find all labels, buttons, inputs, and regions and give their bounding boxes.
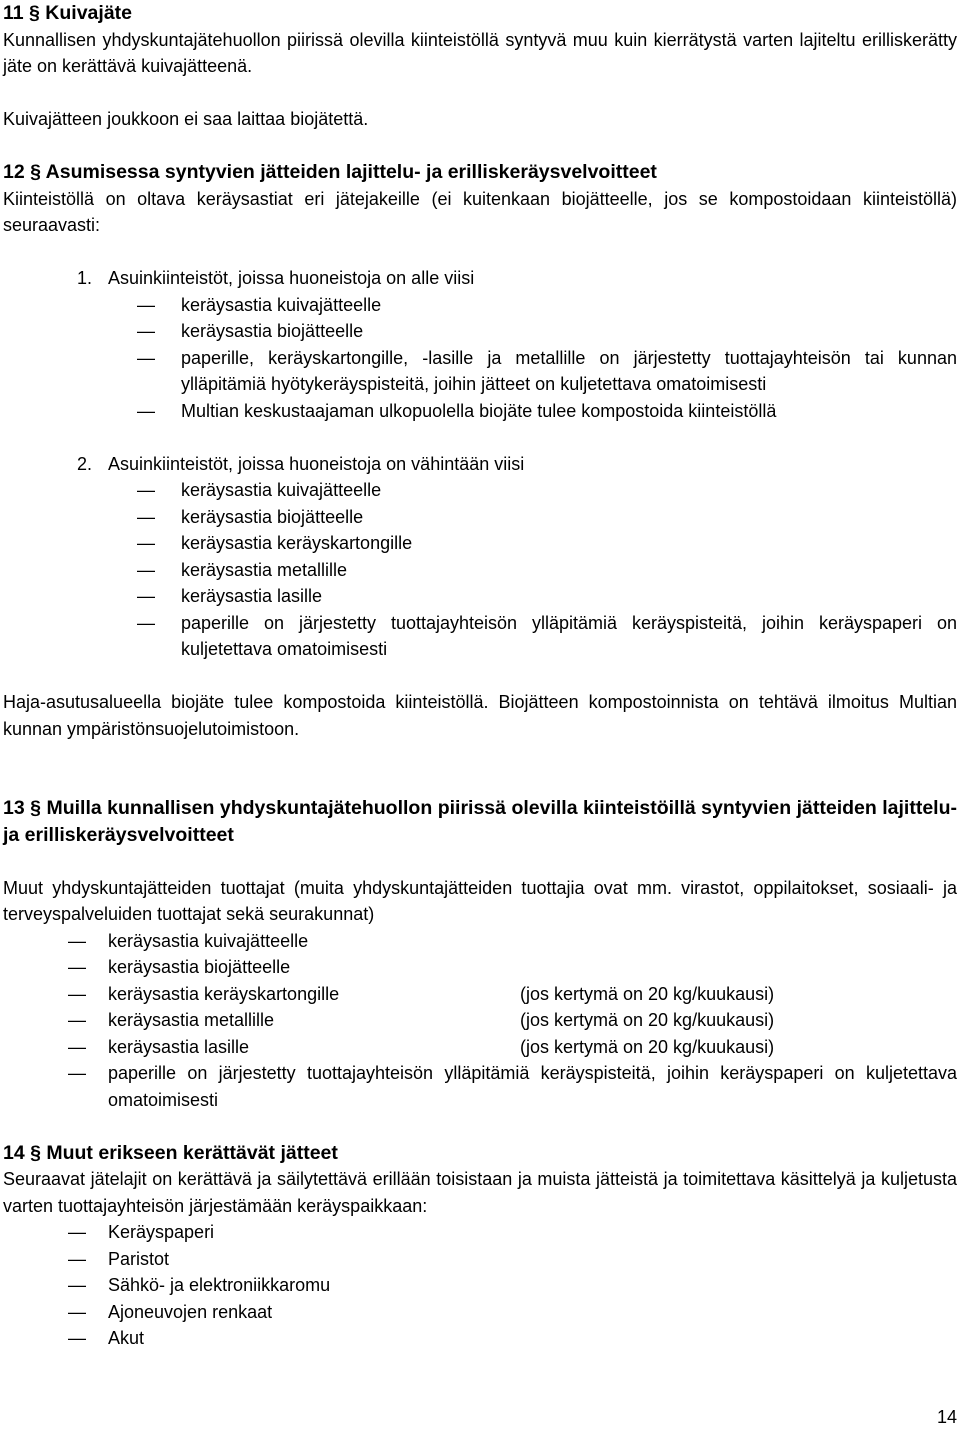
document-page — [3, 0, 957, 1352]
list-item: — Multian keskustaajaman ulkopuolella biojäte tulee kompostoida kiinteistöllä — [181, 398, 957, 425]
section-12-intro: Kiinteistöllä on oltava keräysastiat eri jätejakeille (ei kuitenkaan biojätteelle, jos se kompostoidaan kiinteistöllä) seuraavasti: — [3, 188, 957, 235]
dash-bullet-icon — [68, 1034, 86, 1061]
dash-bullet-icon — [137, 398, 155, 425]
numbered-item-1 — [3, 265, 957, 292]
dash-bullet-icon — [137, 318, 155, 345]
section-13-heading: 13 § Muilla kunnallisen yhdyskuntajätehuollon piirissä olevilla kiinteistöillä syntyvien jätteiden lajittelu- ja erilliskeräysvelvoitteet — [3, 797, 957, 846]
item-number: 2. — [77, 453, 93, 474]
section-11-paragraph-1: Kunnallisen yhdyskuntajätehuollon piirissä olevilla kiinteistöllä syntyvä muu kuin kierrätystä varten lajiteltu erilliskerätty jäte on kerättävä kuivajätteenä. — [3, 29, 957, 76]
list-item: — keräysastia lasille (jos kertymä on 20 kg/kuukausi) — [108, 1034, 957, 1061]
list-item: — keräysastia keräyskartongille — [181, 530, 957, 557]
section-14-heading: 14 § Muut erikseen kerättävät jätteet — [3, 1141, 338, 1164]
list-item: — keräysastia keräyskartongille (jos kertymä on 20 kg/kuukausi) — [108, 981, 957, 1008]
item-2-list — [3, 477, 957, 663]
dash-bullet-icon — [137, 345, 155, 372]
numbered-item-2 — [3, 451, 957, 478]
dash-bullet-icon — [137, 477, 155, 504]
dash-bullet-icon — [68, 1007, 86, 1034]
section-14-list — [3, 1219, 957, 1352]
item-title: Asuinkiinteistöt, joissa huoneistoja on alle viisi — [108, 268, 475, 288]
list-item: — Akut — [108, 1325, 957, 1352]
list-item: — Paristot — [108, 1246, 957, 1273]
list-item: — Sähkö- ja elektroniikkaromu — [108, 1272, 957, 1299]
item-title: Asuinkiinteistöt, joissa huoneistoja on vähintään viisi — [108, 453, 525, 474]
dash-bullet-icon — [137, 530, 155, 557]
section-11 — [3, 0, 957, 133]
section-12 — [3, 159, 957, 742]
list-item: — paperille, keräyskartongille, -lasille ja metallille on järjestetty tuottajayhteisön tai kunnan ylläpitämiä hyötykeräyspisteitä, joihin jätteet on kuljetettava omatoimisesti — [181, 345, 957, 398]
dash-bullet-icon — [68, 954, 86, 981]
quantity-note: (jos kertymä on 20 kg/kuukausi) — [520, 983, 775, 1004]
item-number: 1. — [77, 268, 93, 288]
dash-bullet-icon — [137, 610, 155, 637]
list-item: — Keräyspaperi — [108, 1219, 957, 1246]
list-item: — keräysastia metallille (jos kertymä on 20 kg/kuukausi) — [108, 1007, 957, 1034]
section-13-intro: Muut yhdyskuntajätteiden tuottajat (muita yhdyskuntajätteiden tuottajia ovat mm. virastot, oppilaitokset, sosiaali- ja terveyspalveluiden tuottajat sekä seurakunnat) — [3, 877, 957, 924]
quantity-note: (jos kertymä on 20 kg/kuukausi) — [520, 1036, 775, 1057]
list-item: — keräysastia kuivajätteelle — [181, 292, 957, 319]
list-item: — keräysastia kuivajätteelle — [108, 928, 957, 955]
list-item: — keräysastia metallille — [181, 557, 957, 584]
section-11-heading: 11 § Kuivajäte — [3, 2, 132, 24]
dash-bullet-icon — [68, 1272, 86, 1299]
section-11-paragraph-2: Kuivajätteen joukkoon ei saa laittaa biojätettä. — [3, 109, 369, 129]
dash-bullet-icon — [137, 504, 155, 531]
dash-bullet-icon — [68, 1219, 86, 1246]
list-item: — keräysastia biojätteelle — [181, 318, 957, 345]
list-item: — keräysastia kuivajätteelle — [181, 477, 957, 504]
list-item: — paperille on järjestetty tuottajayhteisön ylläpitämiä keräyspisteitä, joihin keräyspaperi on kuljetettava omatoimisesti — [181, 610, 957, 663]
section-13-list — [3, 928, 957, 1114]
dash-bullet-icon — [137, 557, 155, 584]
dash-bullet-icon — [137, 292, 155, 319]
dash-bullet-icon — [68, 1060, 86, 1087]
section-12-outro: Haja-asutusalueella biojäte tulee kompostoida kiinteistöllä. Biojätteen kompostoinnista on tehtävä ilmoitus Multian kunnan ympäristönsuojelutoimistoon. — [3, 692, 957, 739]
dash-bullet-icon — [68, 928, 86, 955]
page-number: 14 — [936, 1407, 957, 1427]
dash-bullet-icon — [68, 1325, 86, 1352]
list-item: — keräysastia biojätteelle — [181, 504, 957, 531]
item-1-list — [3, 292, 957, 425]
section-12-heading: 12 § Asumisessa syntyvien jätteiden lajittelu- ja erilliskeräysvelvoitteet — [3, 161, 657, 183]
dash-bullet-icon — [137, 583, 155, 610]
dash-bullet-icon — [68, 1246, 86, 1273]
section-14-intro: Seuraavat jätelajit on kerättävä ja säilytettävä erillään toisistaan ja muista jätteistä ja toimitettava käsittelyä ja kuljetusta varten tuottajayhteisön järjestämään keräyspaikkaan: — [3, 1169, 957, 1216]
list-item: — paperille on järjestetty tuottajayhteisön ylläpitämiä keräyspisteitä, joihin keräyspaperi on kuljetettava omatoimisesti — [108, 1060, 957, 1113]
quantity-note: (jos kertymä on 20 kg/kuukausi) — [520, 1010, 775, 1030]
dash-bullet-icon — [68, 981, 86, 1008]
list-item: — keräysastia biojätteelle — [108, 954, 957, 981]
dash-bullet-icon — [68, 1299, 86, 1326]
section-13 — [3, 795, 957, 1113]
list-item: — keräysastia lasille — [181, 583, 957, 610]
section-14 — [3, 1140, 957, 1352]
list-item: — Ajoneuvojen renkaat — [108, 1299, 957, 1326]
